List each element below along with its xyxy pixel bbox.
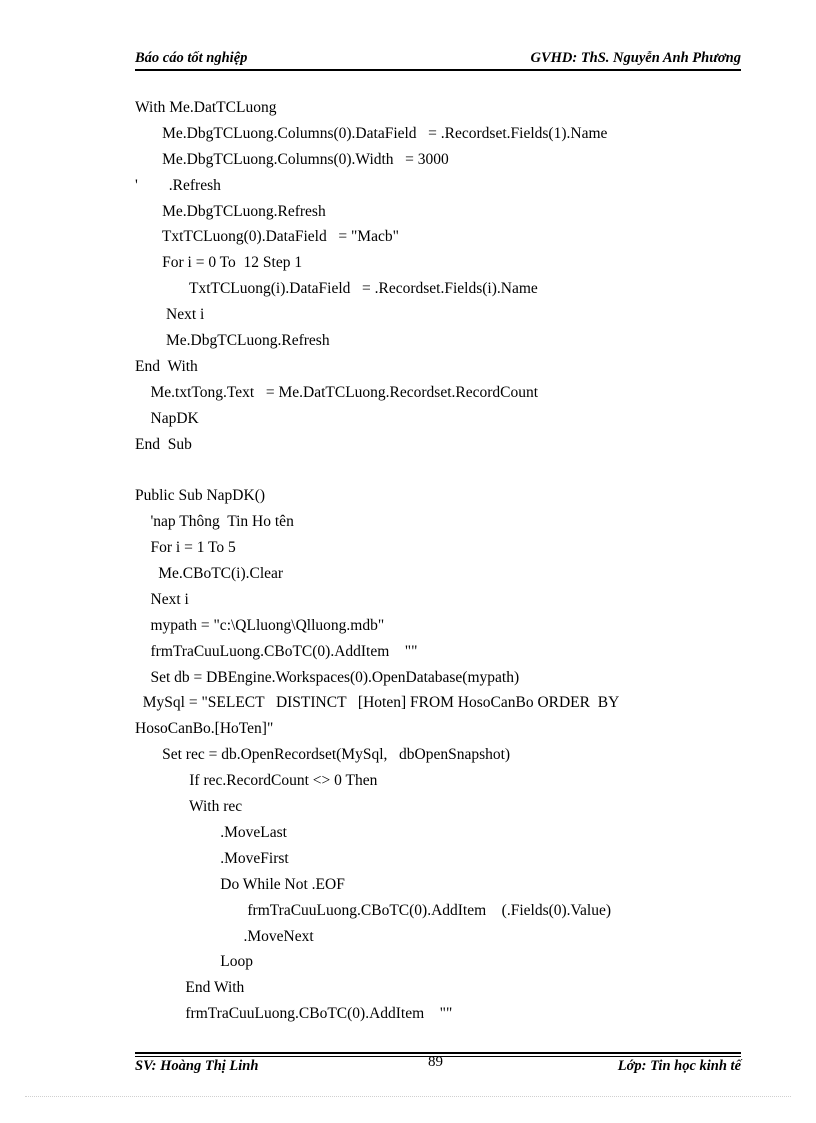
code-line: TxtTCLuong(0).DataField = "Macb" <box>135 228 399 246</box>
page-header <box>135 50 741 70</box>
code-line: For i = 1 To 5 <box>135 539 236 557</box>
code-line: Set rec = db.OpenRecordset(MySql, dbOpenSnapshot) <box>135 746 511 764</box>
code-line: With Me.DatTCLuong <box>135 99 277 116</box>
code-line: End With <box>135 979 245 997</box>
code-line: Me.DbgTCLuong.Refresh <box>135 202 326 220</box>
footer-class: Lớp: Tin học kinh tế <box>617 1058 741 1074</box>
code-line: 'nap Thông Tin Ho tên <box>135 513 294 531</box>
code-line: With rec <box>135 798 243 816</box>
code-line: Me.DbgTCLuong.Columns(0).DataField = .Recordset.Fields(1).Name <box>135 124 608 142</box>
page-footer <box>135 1056 741 1076</box>
code-line: frmTraCuuLuong.CBoTC(0).AddItem (.Fields(0).Value) <box>135 901 612 919</box>
header-report-title: Báo cáo tốt nghiệp <box>135 50 248 66</box>
code-line: HosoCanBo.[HoTen]" <box>135 720 274 738</box>
header-rule <box>135 69 741 71</box>
code-line: frmTraCuuLuong.CBoTC(0).AddItem "" <box>135 1005 453 1023</box>
code-line: .MoveFirst <box>135 849 289 867</box>
code-line: If rec.RecordCount <> 0 Then <box>135 772 378 790</box>
footer-student: SV: Hoàng Thị Linh <box>135 1058 259 1074</box>
code-line: .MoveLast <box>135 823 287 841</box>
code-line: Me.DbgTCLuong.Refresh <box>135 332 330 350</box>
code-line: Me.txtTong.Text = Me.DatTCLuong.Recordset.RecordCount <box>135 383 539 401</box>
code-line: NapDK <box>135 409 199 427</box>
page-number: 89 <box>428 1054 443 1070</box>
code-line <box>135 457 741 483</box>
code-line: ' .Refresh <box>135 176 221 194</box>
code-line: frmTraCuuLuong.CBoTC(0).AddItem "" <box>135 642 418 660</box>
code-line: End With <box>135 357 198 375</box>
code-line: Next i <box>135 306 205 324</box>
code-line: Me.CBoTC(i).Clear <box>135 565 284 583</box>
page-bottom-dotted-line <box>25 1096 791 1097</box>
code-line: Me.DbgTCLuong.Columns(0).Width = 3000 <box>135 150 449 168</box>
code-line: Set db = DBEngine.Workspaces(0).OpenDatabase(mypath) <box>135 668 520 686</box>
code-line: MySql = "SELECT DISTINCT [Hoten] FROM HosoCanBo ORDER BY <box>135 694 620 712</box>
header-supervisor: GVHD: ThS. Nguyễn Anh Phương <box>530 50 741 66</box>
code-line: .MoveNext <box>135 927 314 945</box>
code-line: Do While Not .EOF <box>135 875 345 893</box>
code-line: Loop <box>135 953 253 971</box>
code-line: mypath = "c:\QLluong\Qlluong.mdb" <box>135 616 385 634</box>
code-line: Public Sub NapDK() <box>135 487 266 505</box>
code-listing <box>135 95 741 1027</box>
code-line: For i = 0 To 12 Step 1 <box>135 254 303 272</box>
code-line: End Sub <box>135 435 192 453</box>
code-line: TxtTCLuong(i).DataField = .Recordset.Fields(i).Name <box>135 280 538 298</box>
code-line: Next i <box>135 590 189 608</box>
